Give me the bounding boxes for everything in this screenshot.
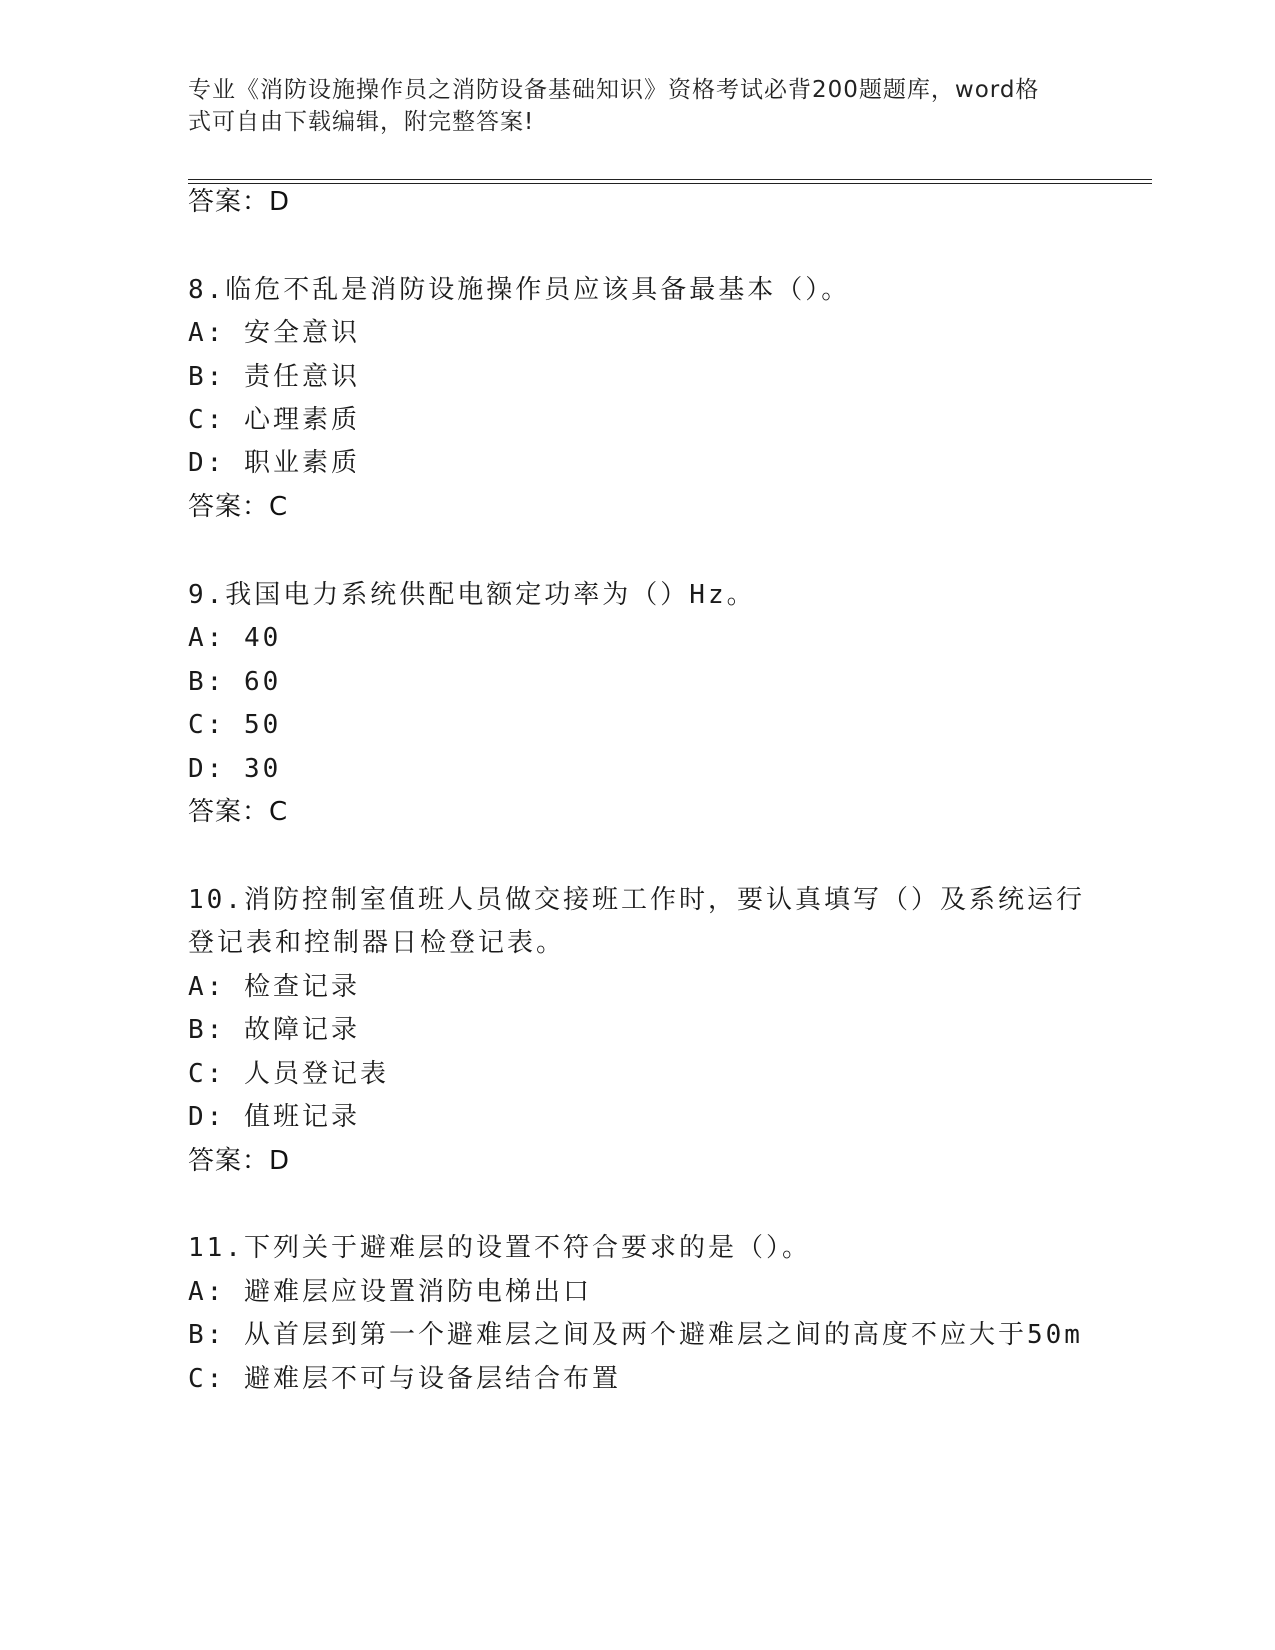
question-9-option-d: D: 30 <box>188 754 282 784</box>
question-8-option-a: A: 安全意识 <box>188 318 360 348</box>
header-divider-top <box>188 179 1152 180</box>
question-10-option-c: C: 人员登记表 <box>188 1059 389 1089</box>
question-11-option-c: C: 避难层不可与设备层结合布置 <box>188 1364 621 1394</box>
question-9-option-b: B: 60 <box>188 667 282 697</box>
question-8-stem: 8.临危不乱是消防设施操作员应该具备最基本（）。 <box>188 275 851 305</box>
answer-q10: 答案：D <box>188 1146 291 1176</box>
answer-q7: 答案：D <box>188 187 291 217</box>
question-10-option-a: A: 检查记录 <box>188 972 360 1002</box>
question-11-option-b: B: 从首层到第一个避难层之间及两个避难层之间的高度不应大于50m <box>188 1320 1083 1350</box>
question-10-option-b: B: 故障记录 <box>188 1015 360 1045</box>
header-line-2: 式可自由下载编辑，附完整答案! <box>188 109 535 135</box>
question-9-option-c: C: 50 <box>188 710 282 740</box>
question-10-stem-line-1: 10.消防控制室值班人员做交接班工作时，要认真填写（）及系统运行 <box>188 885 1085 915</box>
question-9-option-a: A: 40 <box>188 623 282 653</box>
question-10-stem-line-2: 登记表和控制器日检登记表。 <box>188 928 566 958</box>
header-divider-bottom <box>188 183 1152 184</box>
question-8-option-d: D: 职业素质 <box>188 448 360 478</box>
question-10-option-d: D: 值班记录 <box>188 1102 360 1132</box>
question-9-stem: 9.我国电力系统供配电额定功率为（）Hz。 <box>188 580 756 610</box>
document-header <box>188 74 1078 138</box>
question-11-stem: 11.下列关于避难层的设置不符合要求的是（）。 <box>188 1233 811 1263</box>
answer-q9: 答案：C <box>188 797 289 827</box>
question-8-option-b: B: 责任意识 <box>188 362 360 392</box>
answer-q8: 答案：C <box>188 492 289 522</box>
question-11-option-a: A: 避难层应设置消防电梯出口 <box>188 1277 592 1307</box>
question-8-option-c: C: 心理素质 <box>188 405 360 435</box>
header-line-1: 专业《消防设施操作员之消防设备基础知识》资格考试必背200题题库，word格 <box>188 77 1040 103</box>
